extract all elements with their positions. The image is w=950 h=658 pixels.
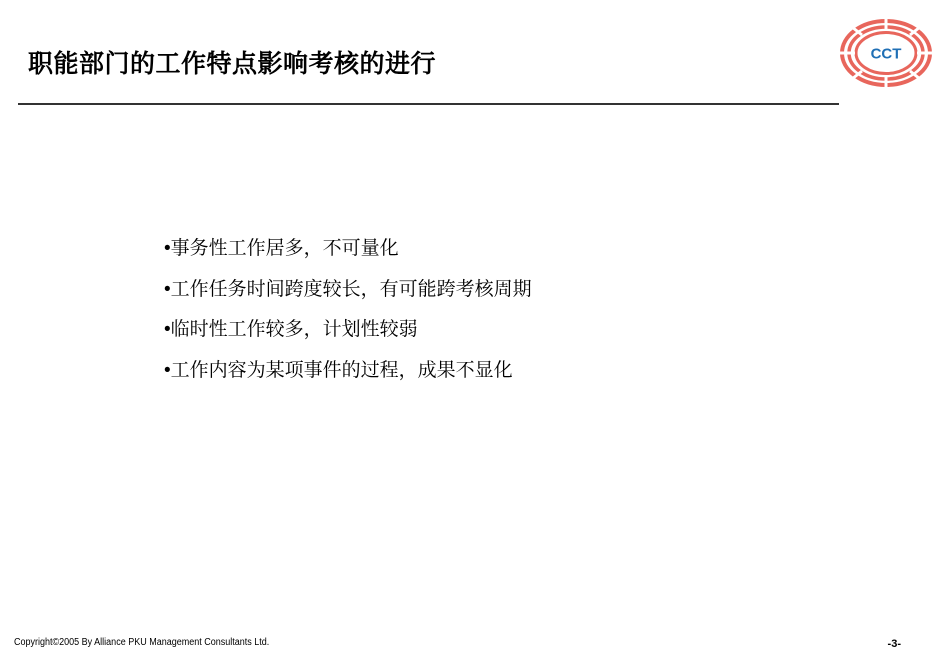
footer-copyright: Copyright©2005 By Alliance PKU Management Consultants Ltd. [14, 637, 270, 648]
cct-logo [838, 17, 934, 89]
page-number: -3- [887, 638, 901, 650]
bullet-text: 工作任务时间跨度较长，有可能跨考核周期 [170, 277, 532, 300]
bullet-marker: • [164, 359, 171, 381]
bullet-item [164, 319, 532, 339]
bullet-item [164, 279, 532, 299]
bullet-item [164, 360, 532, 380]
slide-title: 职能部门的工作特点影响考核的进行 [28, 49, 437, 78]
bullet-marker: • [164, 319, 171, 340]
bullet-marker: • [164, 278, 171, 300]
bullet-item [164, 238, 532, 258]
bullet-text: 临时性工作较多，计划性较弱 [170, 318, 418, 340]
bullet-list [164, 238, 532, 400]
bullet-text: 事务性工作居多，不可量化 [170, 237, 399, 259]
title-divider [18, 103, 839, 105]
bullet-text: 工作内容为某项事件的过程，成果不显化 [170, 358, 513, 381]
logo-text: CCT [870, 45, 902, 63]
bullet-marker: • [164, 238, 171, 259]
